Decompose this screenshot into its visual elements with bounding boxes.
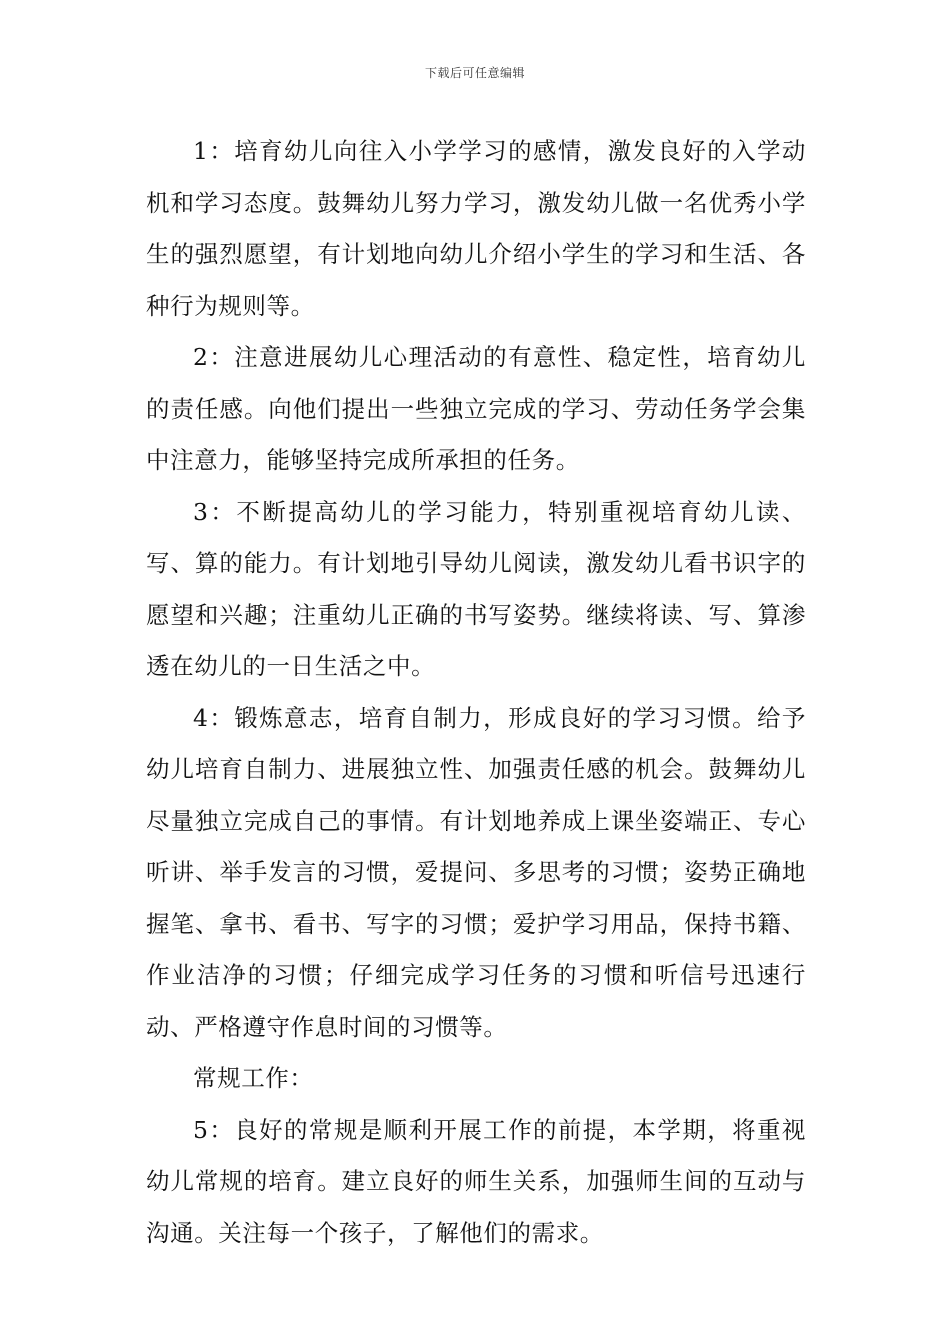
- paragraph-2: 2：注意进展幼儿心理活动的有意性、稳定性，培育幼儿的责任感。向他们提出一些独立完成的学习、劳动任务学会集中注意力，能够坚持完成所承担的任务。: [146, 343, 806, 474]
- section-heading-routine-work: 常规工作：: [193, 1064, 314, 1092]
- paragraph-1: 1：培育幼儿向往入小学学习的感情，激发良好的入学动机和学习态度。鼓舞幼儿努力学习，激发幼儿做一名优秀小学生的强烈愿望，有计划地向幼儿介绍小学生的学习和生活、各种行为规则等。: [146, 137, 806, 320]
- paragraph-4: 4：锻炼意志，培育自制力，形成良好的学习习惯。给予幼儿培育自制力、进展独立性、加强责任感的机会。鼓舞幼儿尽量独立完成自己的事情。有计划地养成上课坐姿端正、专心听讲、举手发言的习惯，爱提问、多思考的习惯；姿势正确地握笔、拿书、看书、写字的习惯；爱护学习用品，保持书籍、作业洁净的习惯；仔细完成学习任务的习惯和听信号迅速行动、严格遵守作息时间的习惯等。: [146, 703, 806, 1041]
- document-body: [146, 126, 806, 1259]
- paragraph-5: 5：良好的常规是顺利开展工作的前提，本学期，将重视幼儿常规的培育。建立良好的师生关系，加强师生间的互动与沟通。关注每一个孩子，了解他们的需求。: [146, 1115, 806, 1247]
- paragraph-3: 3：不断提高幼儿的学习能力，特别重视培育幼儿读、写、算的能力。有计划地引导幼儿阅读，激发幼儿看书识字的愿望和兴趣；注重幼儿正确的书写姿势。继续将读、写、算渗透在幼儿的一日生活之中。: [146, 497, 806, 680]
- page-header: 下载后可任意编辑: [424, 66, 525, 80]
